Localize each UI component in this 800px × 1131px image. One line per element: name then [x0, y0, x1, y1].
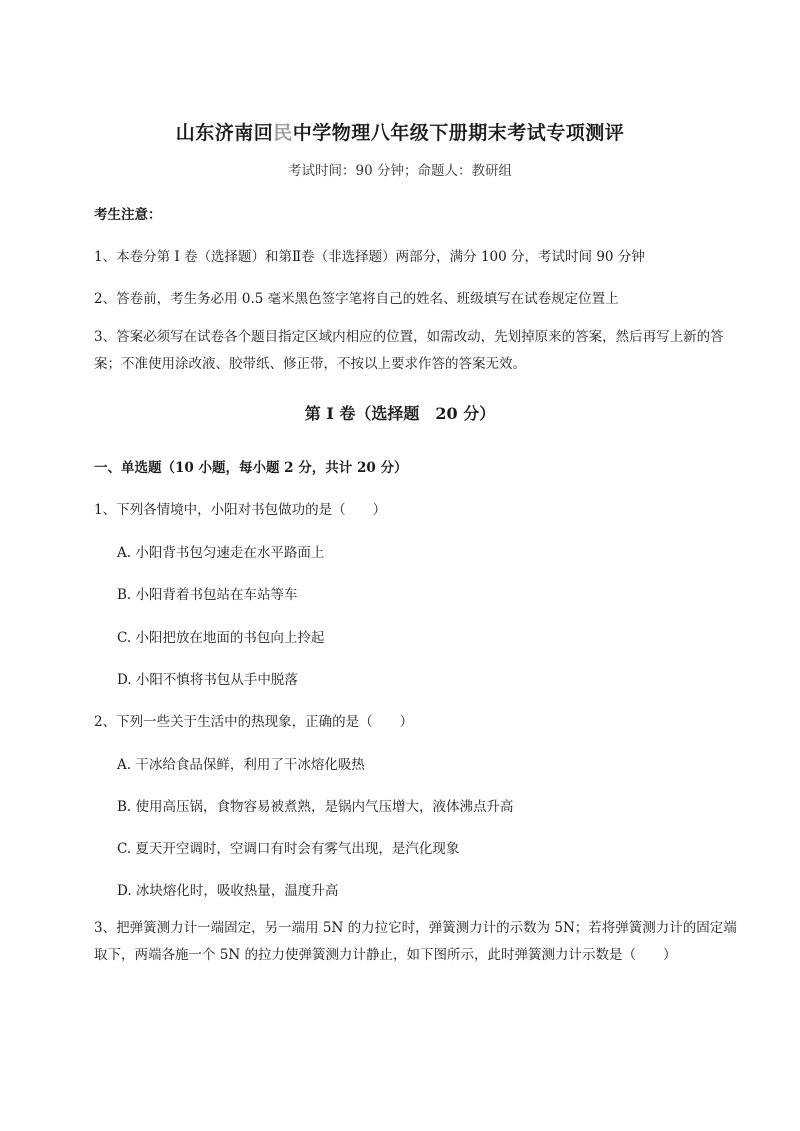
question-1-stem: 1、下列各情境中，小阳对书包做功的是（ ） — [94, 502, 387, 518]
question-1-option-b: B. 小阳背着书包站在车站等车 — [117, 587, 298, 603]
notice-item-1: 1、本卷分第 I 卷（选择题）和第Ⅱ卷（非选择题）两部分，满分 100 分，考试时间 90 分钟 — [94, 249, 645, 265]
exam-subtitle: 考试时间：90 分钟；命题人：教研组 — [288, 163, 512, 179]
question-2-option-c: C. 夏天开空调时，空调口有时会有雾气出现，是汽化现象 — [117, 841, 460, 857]
question-1-option-c: C. 小阳把放在地面的书包向上拎起 — [117, 630, 325, 646]
faded-character: 民 — [273, 122, 293, 144]
section-title: 第 I 卷（选择题 20 分） — [304, 404, 496, 423]
question-2-option-d: D. 冰块熔化时，吸收热量，温度升高 — [117, 883, 339, 899]
notice-item-2: 2、答卷前，考生务必用 0.5 毫米黑色签字笔将自己的姓名、班级填写在试卷规定位置上 — [94, 291, 619, 307]
question-1-option-a: A. 小阳背书包匀速走在水平路面上 — [117, 545, 325, 561]
notice-heading: 考生注意： — [94, 207, 162, 223]
question-2-option-b: B. 使用高压锅，食物容易被煮熟，是锅内气压增大，液体沸点升高 — [117, 799, 514, 815]
part-heading: 一、单选题（10 小题，每小题 2 分，共计 20 分） — [94, 460, 408, 476]
question-2-option-a: A. 干冰给食品保鲜，利用了干冰熔化吸热 — [117, 757, 365, 773]
question-2-stem: 2、下列一些关于生活中的热现象，正确的是（ ） — [94, 714, 414, 730]
question-1-option-d: D. 小阳不慎将书包从手中脱落 — [117, 672, 298, 688]
exam-title: 山东济南回民中学物理八年级下册期末考试专项测评 — [175, 122, 625, 144]
notice-item-3: 3、答案必须写在试卷各个题目指定区域内相应的位置，如需改动，先划掉原来的答案，然后再写上新的答案；不准使用涂改液、胶带纸、修正带，不按以上要求作答的答案无效。 — [94, 329, 724, 372]
question-3-stem: 3、把弹簧测力计一端固定，另一端用 5N 的力拉它时，弹簧测力计的示数为 5N；若将弹簧测力计的固定端取下，两端各施一个 5N 的拉力使弹簧测力计静止，如下图所示，此时弹簧测力计示数是（ ） — [94, 920, 737, 963]
